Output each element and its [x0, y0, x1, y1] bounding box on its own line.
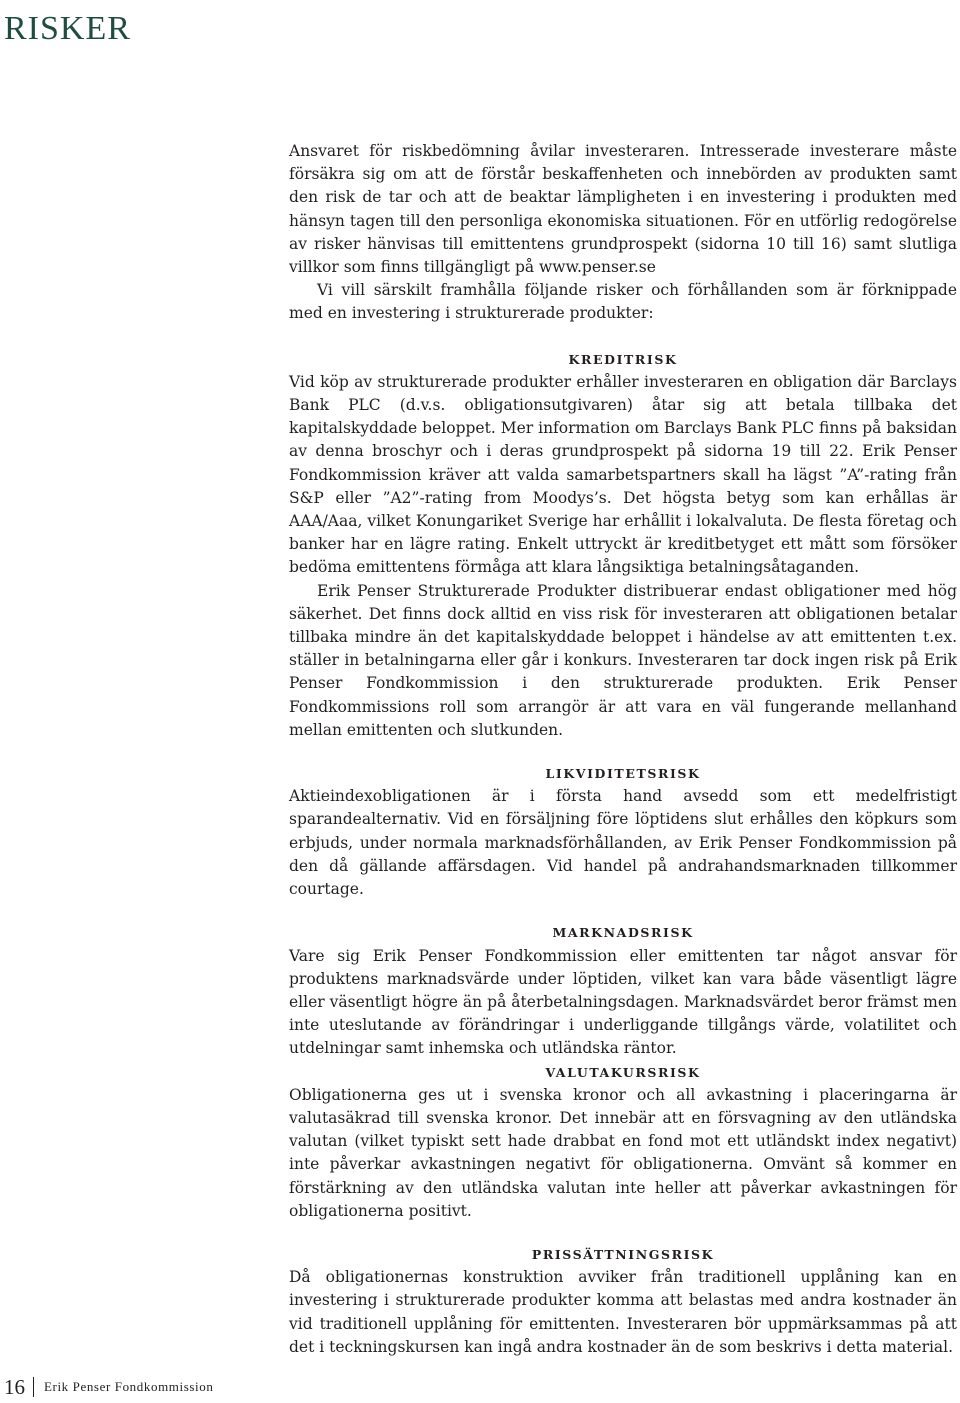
page-footer: [4, 1375, 213, 1399]
section-heading-marknadsrisk: MARKNADSRISK: [552, 925, 694, 941]
valutakursrisk-paragraph: Obligationerna ges ut i svenska kronor och all avkastning i placeringarna är valutasäkrad till svenska kronor. Det innebär att en försvagning av den utländska valutan (vilket typiskt sett hade drabbat en fond mot ett utländskt index negativt) inte påverkar avkastningen negativt för obligationerna. Omvänt så kommer en förstärkning av den utländska valutan inte heller att påverkar avkastningen för obligationerna positivt.: [289, 1085, 957, 1220]
section-heading-prissattningsrisk: PRISSÄTTNINGSRISK: [531, 1246, 715, 1262]
kreditrisk-paragraph-1: Vid köp av strukturerade produkter erhåller investeraren en obligation där Barclays Bank PLC (d.v.s. obligationsutgivaren) åtar sig att betala tillbaka det kapitalskyddade beloppet. Mer information om Barclays Bank PLC finns på baksidan av denna broschyr och i deras grundprospekt på sidorna 19 till 22. Erik Penser Fondkommission kräver att valda samarbetspartners skall ha lägst ”A”-rating från S&P eller ”A2”-rating from Moodys’s. Det högsta betyg som kan erhållas är AAA/Aaa, vilket Konungariket Sverige har erhållit i lokalvaluta. De flesta företag och banker har en lägre rating. Enkelt uttryckt är kreditbetyget ett mått som försöker bedöma emittentens förmåga att klara långsiktiga betalningsåtaganden.: [289, 372, 957, 577]
intro-paragraph: Ansvaret för riskbedömning åvilar investeraren. Intresserade investerare måste försäkra sig om att de förstår beskaffenheten och innebörden av produkten samt den risk de tar och att de beaktar lämpligheten i en investering i produkten med hänsyn tagen till den personliga ekonomiska situationen. För en utförlig redogörelse av risker hänvisas till emittentens grundprospekt (sidorna 10 till 16) samt slutliga villkor som finns tillgängligt på www.penser.se: [289, 142, 957, 277]
section-heading-likviditetsrisk: LIKVIDITETSRISK: [545, 766, 701, 782]
page-title: RISKER: [4, 10, 131, 47]
intro-paragraph-2: Vi vill särskilt framhålla följande risker och förhållanden som är förknippade med en investering i strukturerade produkter:: [289, 281, 957, 323]
main-content: [289, 140, 957, 1359]
section-heading-valutakursrisk: VALUTAKURSRISK: [545, 1064, 701, 1080]
marknadsrisk-paragraph: Vare sig Erik Penser Fondkommission eller emittenten tar något ansvar för produktens marknadsvärde under löptiden, vilket kan vara både väsentligt lägre eller väsentligt högre än på återbetalningsdagen. Marknadsvärdet beror främst men inte uteslutande av förändringar i underliggande tillgångs värde, volatilitet och utdelningar samt inhemska och utländska räntor.: [289, 946, 957, 1058]
section-heading-kreditrisk: KREDITRISK: [568, 351, 678, 367]
page-number: 16: [4, 1375, 25, 1399]
likviditetsrisk-paragraph: Aktieindexobligationen är i första hand avsedd som ett medelfristigt sparandealternativ. Vid en försäljning före löptidens slut erhålles den köpkurs som erbjuds, under normala marknadsförhållanden, av Erik Penser Fondkommission på den då gällande affärsdagen. Vid handel på andrahandsmarknaden tillkommer courtage.: [289, 787, 957, 899]
footer-divider: [33, 1377, 34, 1397]
publisher-name: Erik Penser Fondkommission: [44, 1379, 214, 1394]
prissattningsrisk-paragraph: Då obligationernas konstruktion avviker från traditionell upplåning kan en investering i strukturerade produkter komma att belastas med andra kostnader än vid traditionell upplåning för emittenten. Investeraren bör uppmärksammas på att det i teckningskursen kan ingå andra kostnader än de som beskrivs i detta material.: [289, 1268, 957, 1356]
kreditrisk-paragraph-2: Erik Penser Strukturerade Produkter distribuerar endast obligationer med hög säkerhet. Det finns dock alltid en viss risk för investeraren att obligationen betalar tillbaka mindre än det kapitalskyddade beloppet i händelse av att emittenten t.ex. ställer in betalningarna eller går i konkurs. Investeraren tar dock ingen risk på Erik Penser Fondkommission i den strukturerade produkten. Erik Penser Fondkommissions roll som arrangör är att vara en väl fungerande mellanhand mellan emittenten och slutkunden.: [289, 581, 957, 739]
